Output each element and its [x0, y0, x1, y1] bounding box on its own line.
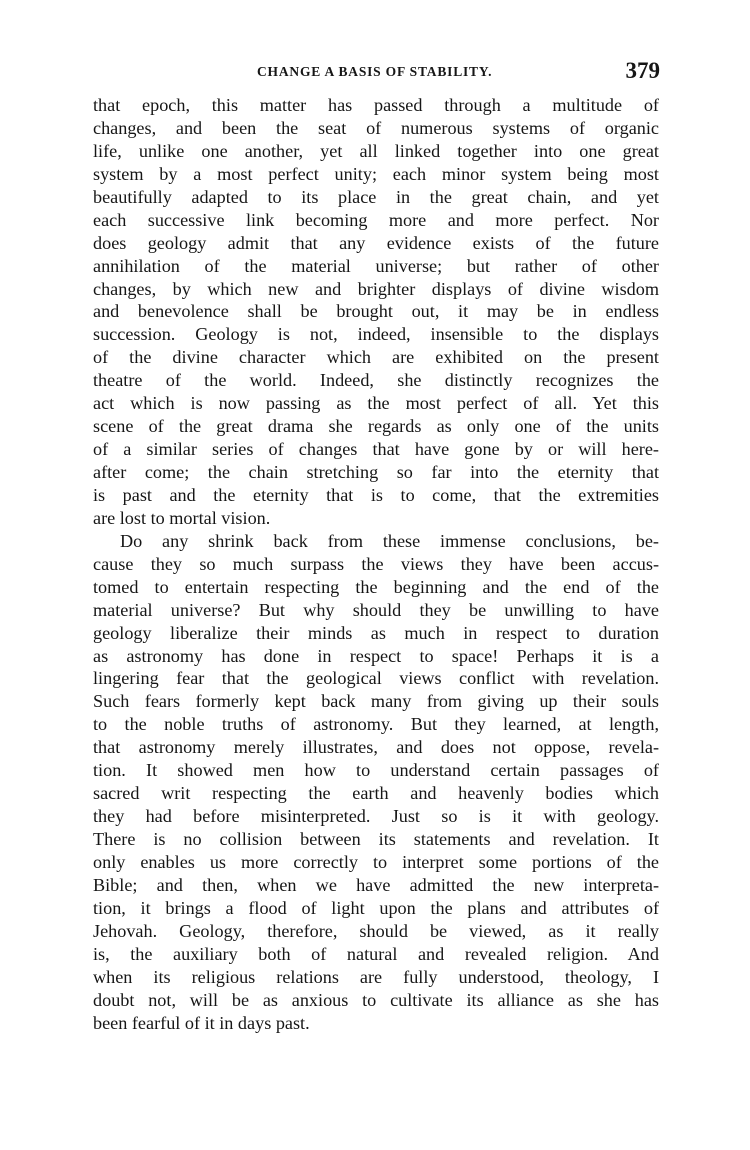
running-title: CHANGE A BASIS OF STABILITY.	[257, 64, 493, 79]
text-line: of the divine character which are exhibited on the present	[93, 347, 659, 368]
text-line: system by a most perfect unity; each minor system being most	[93, 163, 659, 184]
text-line: that epoch, this matter has passed through a multitude of	[93, 95, 659, 115]
text-line: only enables us more correctly to interpret some portions of the	[93, 851, 659, 872]
text-line: does geology admit that any evidence exists of the future	[93, 232, 659, 253]
text-line: of a similar series of changes that have gone by or will here-	[93, 439, 659, 460]
page-number: 379	[625, 58, 660, 83]
text-line: material universe? But why should they be unwilling to have	[93, 599, 659, 620]
text-line: been fearful of it in days past.	[93, 1012, 310, 1033]
text-line: theatre of the world. Indeed, she distinctly recognizes the	[93, 370, 659, 391]
text-line: There is no collision between its statements and revelation. It	[93, 829, 659, 849]
text-line: sacred writ respecting the earth and heavenly bodies which	[93, 783, 659, 804]
text-line: tion, it brings a flood of light upon the plans and attributes of	[93, 897, 659, 918]
text-line: each successive link becoming more and more perfect. Nor	[93, 209, 659, 230]
text-line: act which is now passing as the most perfect of all. Yet this	[93, 393, 659, 414]
paragraph-continued	[93, 94, 659, 530]
text-line: succession. Geology is not, indeed, insensible to the displays	[93, 324, 659, 345]
text-line: changes, and been the seat of numerous systems of organic	[93, 117, 659, 138]
text-line: after come; the chain stretching so far into the eternity that	[93, 462, 659, 482]
text-line: beautifully adapted to its place in the great chain, and yet	[93, 186, 659, 207]
text-line: tomed to entertain respecting the beginning and the end of the	[93, 576, 659, 597]
text-line: geology liberalize their minds as much in respect to duration	[93, 622, 659, 643]
text-line: are lost to mortal vision.	[93, 507, 271, 528]
text-line: lingering fear that the geological views conflict with revelation.	[93, 668, 659, 689]
text-line: that astronomy merely illustrates, and does not oppose, revela-	[93, 737, 659, 758]
text-line: life, unlike one another, yet all linked together into one great	[93, 140, 659, 161]
text-line: Such fears formerly kept back many from giving up their souls	[93, 691, 659, 712]
text-line: Jehovah. Geology, therefore, should be viewed, as it really	[93, 920, 659, 941]
paragraph	[93, 530, 659, 1035]
body-text	[93, 94, 659, 1034]
text-line: scene of the great drama she regards as only one of the units	[93, 416, 659, 437]
text-line: when its religious relations are fully understood, theology, I	[93, 966, 659, 987]
text-line: doubt not, will be as anxious to cultivate its alliance as she has	[93, 989, 659, 1010]
text-line: and benevolence shall be brought out, it may be in endless	[93, 301, 659, 322]
text-line: cause they so much surpass the views they have been accus-	[93, 553, 659, 574]
text-line: Bible; and then, when we have admitted the new interpreta-	[93, 874, 659, 895]
text-line: is, the auxiliary both of natural and revealed religion. And	[93, 943, 659, 964]
text-line: annihilation of the material universe; but rather of other	[93, 255, 659, 276]
text-line: as astronomy has done in respect to space! Perhaps it is a	[93, 645, 659, 666]
text-line: changes, by which new and brighter displays of divine wisdom	[93, 278, 659, 299]
text-line: is past and the eternity that is to come, that the extremities	[93, 484, 659, 505]
text-line: Do any shrink back from these immense conclusions, be-	[120, 530, 659, 551]
text-line: to the noble truths of astronomy. But they learned, at length,	[93, 714, 659, 735]
text-line: tion. It showed men how to understand certain passages of	[93, 760, 659, 781]
running-head	[92, 58, 660, 88]
text-line: they had before misinterpreted. Just so is it with geology.	[93, 806, 659, 827]
